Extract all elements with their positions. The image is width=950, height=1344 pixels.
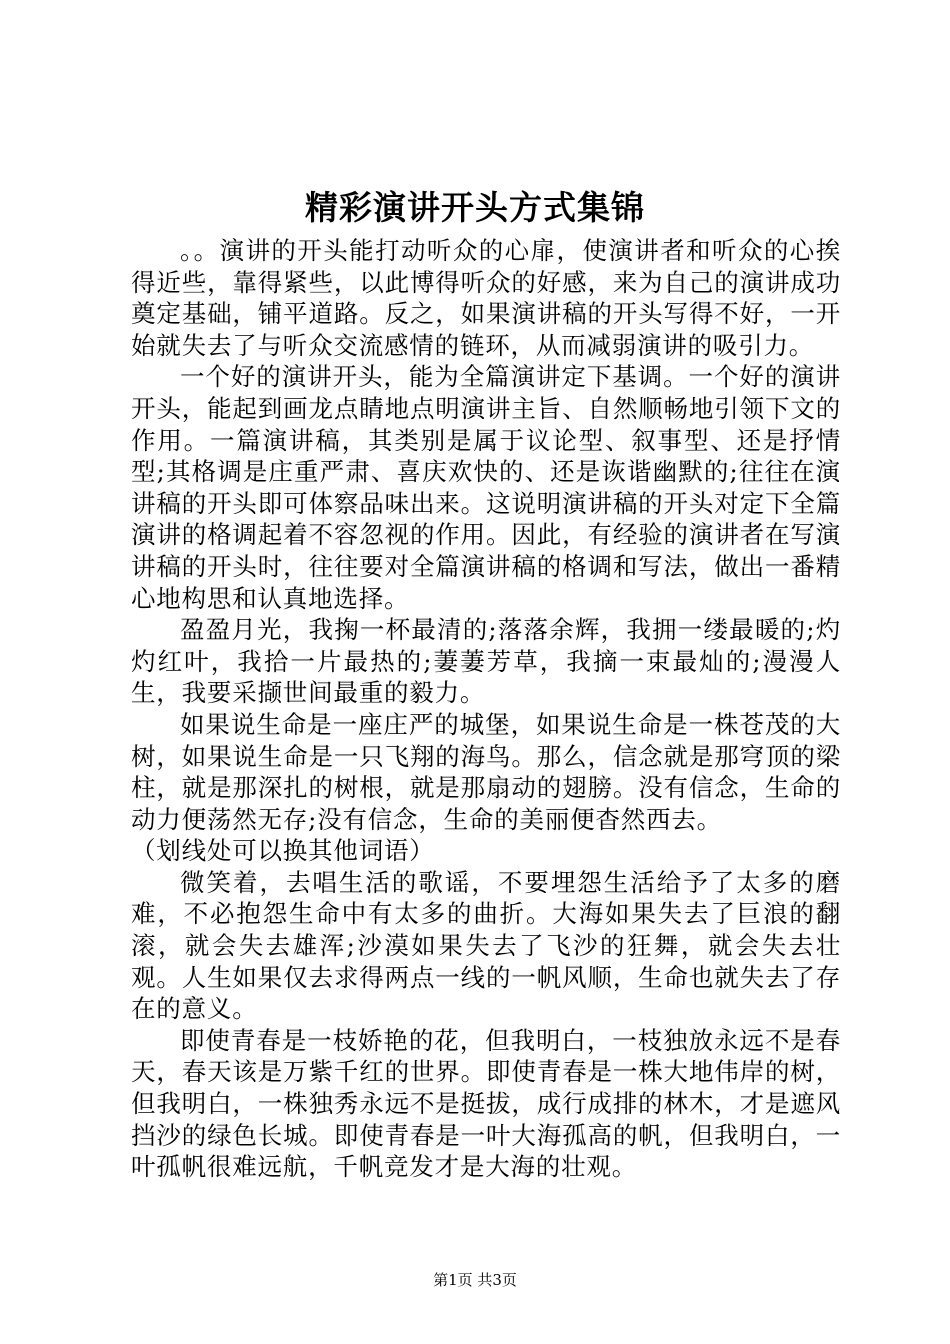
paragraph-2: 一个好的演讲开头，能为全篇演讲定下基调。一个好的演讲开头，能起到画龙点睛地点明演讲主旨、自然顺畅地引领下文的作用。一篇演讲稿，其类别是属于议论型、叙事型、还是抒情型;其格调是庄重严肃、喜庆欢快的、还是诙谐幽默的;往往在演讲稿的开头即可体察品味出来。这说明演讲稿的开头对定下全篇演讲的格调起着不容忽视的作用。因此，有经验的演讲者在写演讲稿的开头时，往往要对全篇演讲稿的格调和写法，做出一番精心地构思和认真地选择。 <box>131 362 841 613</box>
paragraph-note: （划线处可以换其他词语） <box>131 836 435 866</box>
paragraph-6: 即使青春是一枝娇艳的花，但我明白，一枝独放永远不是春天，春天该是万紫千红的世界。即使青春是一株大地伟岸的树，但我明白，一株独秀永远不是挺拔，成行成排的林木，才是遮风挡沙的绿色长城。即使青春是一叶大海孤高的帆，但我明白，一叶孤帆很难远航，千帆竞发才是大海的壮观。 <box>131 1025 841 1182</box>
document-body <box>131 235 841 1183</box>
page-footer: 第1页 共3页 <box>433 1271 517 1289</box>
paragraph-1: 。。演讲的开头能打动听众的心扉，使演讲者和听众的心挨得近些，靠得紧些，以此博得听众的好感，来为自己的演讲成功奠定基础，铺平道路。反之，如果演讲稿的开头写得不好，一开始就失去了与听众交流感情的链环，从而减弱演讲的吸引力。 <box>131 236 841 360</box>
paragraph-5: 微笑着，去唱生活的歌谣，不要埋怨生活给予了太多的磨难，不必抱怨生命中有太多的曲折。大海如果失去了巨浪的翻滚，就会失去雄浑;沙漠如果失去了飞沙的狂舞，就会失去壮观。人生如果仅去求得两点一线的一帆风顺，生命也就失去了存在的意义。 <box>131 867 841 1024</box>
paragraph-3: 盈盈月光，我掬一杯最清的;落落余辉，我拥一缕最暖的;灼灼红叶，我拾一片最热的;萋萋芳草，我摘一束最灿的;漫漫人生，我要采撷世间最重的毅力。 <box>131 615 841 708</box>
document-title: 精彩演讲开头方式集锦 <box>305 188 645 227</box>
paragraph-4: 如果说生命是一座庄严的城堡，如果说生命是一株苍茂的大树，如果说生命是一只飞翔的海鸟。那么，信念就是那穹顶的梁柱，就是那深扎的树根，就是那扇动的翅膀。没有信念，生命的动力便荡然无存;没有信念，生命的美丽便杳然西去。 <box>131 709 841 834</box>
